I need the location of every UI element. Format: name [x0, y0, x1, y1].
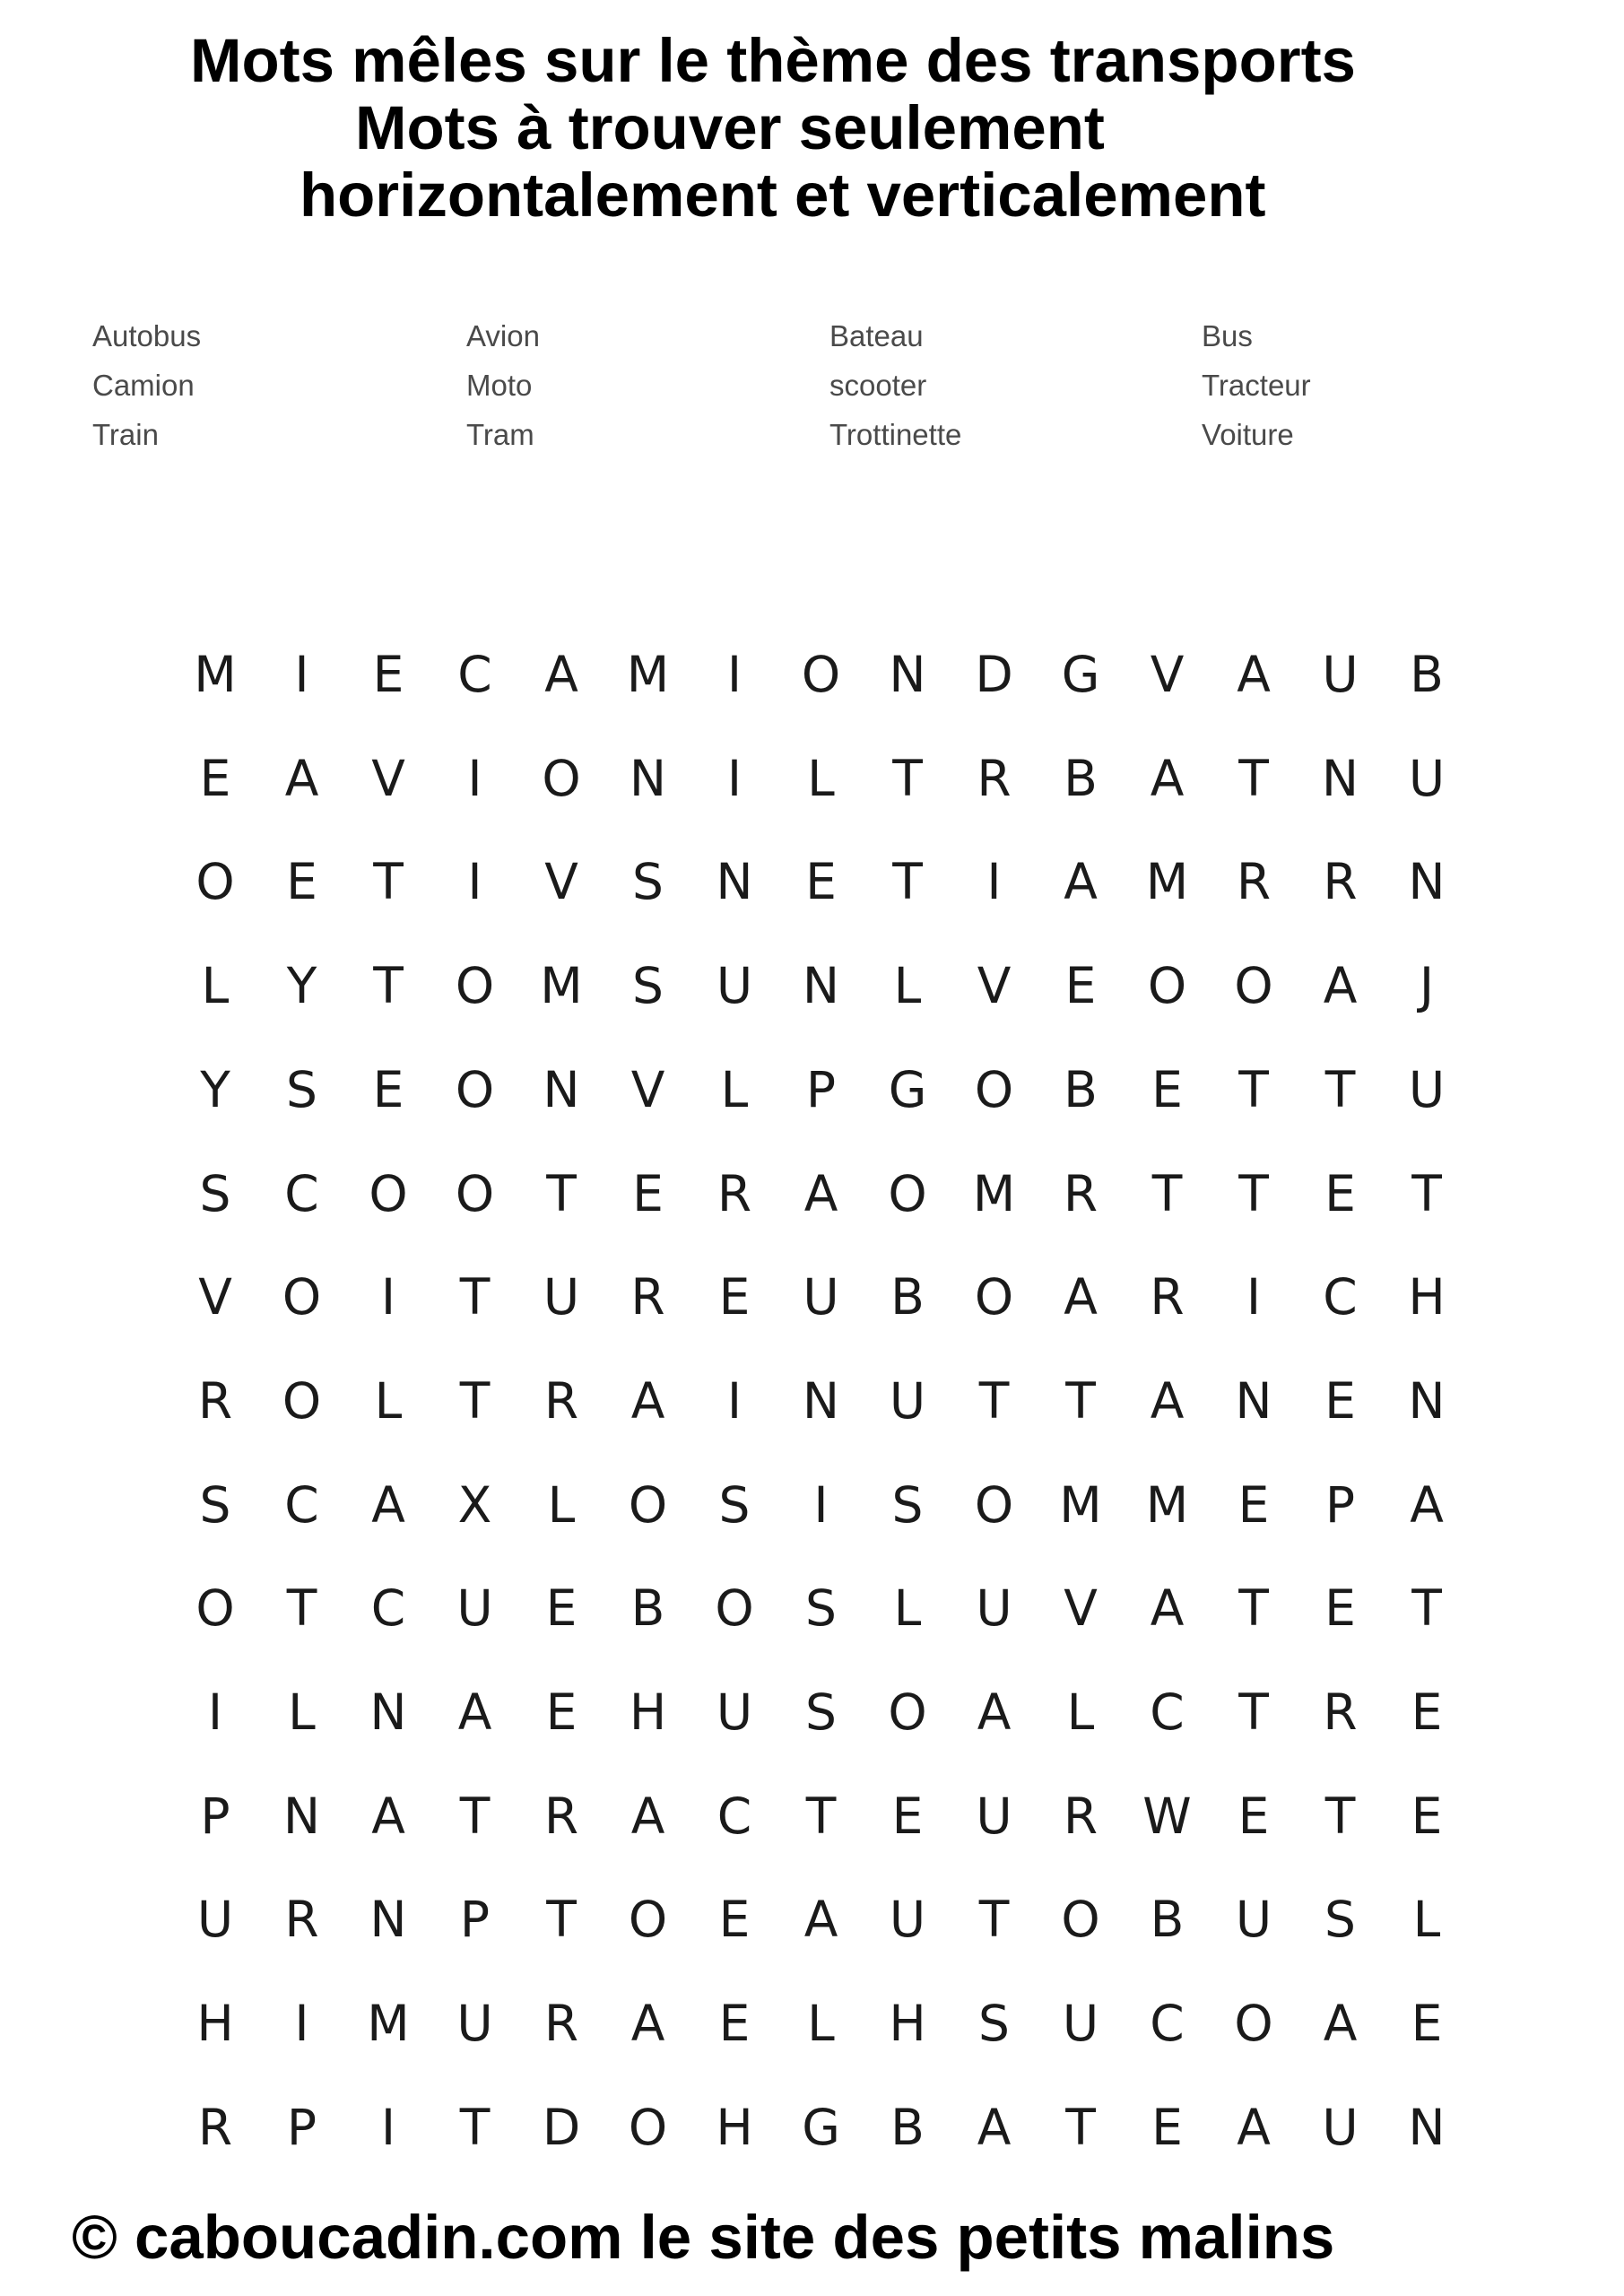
grid-letter[interactable]: H [196, 1995, 234, 2053]
grid-letter[interactable]: E [1238, 1475, 1270, 1534]
grid-letter[interactable]: S [1324, 1891, 1356, 1949]
grid-letter[interactable]: N [369, 1891, 407, 1949]
grid-letter[interactable]: U [716, 957, 753, 1015]
grid-letter[interactable]: A [630, 1995, 665, 2053]
grid-letter[interactable]: O [888, 1164, 927, 1222]
grid-letter[interactable]: Y [200, 1060, 230, 1118]
grid-letter[interactable]: L [893, 957, 922, 1015]
grid-letter[interactable]: T [805, 1787, 837, 1845]
grid-letter[interactable]: A [1237, 646, 1271, 703]
grid-letter[interactable]: R [977, 749, 1012, 807]
grid-letter[interactable]: N [1408, 2098, 1446, 2156]
grid-letter[interactable]: C [1323, 1268, 1358, 1326]
grid-letter[interactable]: V [1064, 1579, 1098, 1638]
grid-letter[interactable]: A [1064, 853, 1098, 911]
grid-letter[interactable]: O [1234, 1995, 1273, 2053]
grid-letter[interactable]: R [630, 1268, 665, 1326]
grid-letter[interactable]: A [977, 1683, 1012, 1741]
grid-letter[interactable]: O [195, 1579, 235, 1638]
grid-letter[interactable]: N [1408, 853, 1446, 911]
grid-letter[interactable]: I [1246, 1268, 1262, 1326]
grid-letter[interactable]: R [716, 1164, 752, 1222]
grid-letter[interactable]: O [628, 1891, 668, 1949]
grid-letter[interactable]: R [543, 1995, 579, 2053]
grid-letter[interactable]: L [201, 957, 230, 1015]
grid-letter[interactable]: A [457, 1683, 492, 1741]
grid-letter[interactable]: C [284, 1475, 319, 1534]
grid-letter[interactable]: B [1064, 749, 1098, 807]
grid-letter[interactable]: A [803, 1891, 838, 1949]
grid-letter[interactable]: D [542, 2098, 581, 2156]
grid-letter[interactable]: S [805, 1683, 837, 1741]
grid-letter[interactable]: M [1059, 1475, 1102, 1534]
grid-letter[interactable]: T [373, 853, 404, 911]
grid-letter[interactable]: W [1142, 1787, 1192, 1845]
grid-letter[interactable]: A [371, 1475, 405, 1534]
word-list-item: Bus [1202, 319, 1253, 352]
grid-letter[interactable]: T [1324, 1787, 1356, 1845]
grid-letter[interactable]: A [284, 749, 319, 807]
grid-letter[interactable]: A [630, 1371, 665, 1430]
grid-letter[interactable]: B [630, 1579, 665, 1638]
grid-letter[interactable]: L [374, 1371, 403, 1430]
word-list-item: Camion [92, 369, 195, 402]
grid-letter[interactable]: O [888, 1683, 927, 1741]
word-list-item: Trottinette [829, 418, 962, 451]
grid-letter[interactable]: T [1238, 749, 1269, 807]
grid-letter[interactable]: R [1063, 1787, 1099, 1845]
grid-letter[interactable]: L [1066, 1683, 1095, 1741]
grid-letter[interactable]: E [718, 1995, 751, 2053]
grid-letter[interactable]: O [455, 957, 495, 1015]
page-title-line-2: Mots à trouver seulement [355, 93, 1105, 162]
grid-letter[interactable]: T [1238, 1164, 1269, 1222]
grid-letter[interactable]: T [286, 1579, 317, 1638]
grid-letter[interactable]: A [1150, 1371, 1185, 1430]
grid-letter[interactable]: T [1411, 1579, 1442, 1638]
grid-letter[interactable]: P [200, 1787, 230, 1845]
grid-letter[interactable]: E [1238, 1787, 1270, 1845]
grid-letter[interactable]: O [282, 1371, 322, 1430]
grid-letter[interactable]: B [1410, 646, 1444, 703]
grid-letter[interactable]: U [456, 1579, 493, 1638]
grid-letter[interactable]: E [1411, 1683, 1443, 1741]
grid-letter[interactable]: I [467, 749, 482, 807]
word-list-item: Train [92, 418, 159, 451]
grid-letter[interactable]: R [1323, 1683, 1358, 1741]
grid-letter[interactable]: O [974, 1268, 1014, 1326]
grid-letter[interactable]: T [892, 749, 923, 807]
grid-letter[interactable]: B [890, 1268, 925, 1326]
grid-letter[interactable]: E [632, 1164, 664, 1222]
grid-letter[interactable]: I [380, 1268, 396, 1326]
grid-letter[interactable]: A [544, 646, 578, 703]
grid-letter[interactable]: S [891, 1475, 924, 1534]
grid-letter[interactable]: V [1150, 646, 1185, 703]
grid-letter[interactable]: O [1061, 1891, 1100, 1949]
grid-letter[interactable]: S [632, 957, 664, 1015]
grid-letter[interactable]: R [1236, 853, 1272, 911]
grid-letter[interactable]: T [459, 2098, 491, 2156]
word-list-item: Tracteur [1202, 369, 1311, 402]
grid-letter[interactable]: V [630, 1060, 665, 1118]
grid-letter[interactable]: L [807, 749, 835, 807]
grid-letter[interactable]: N [369, 1683, 407, 1741]
grid-letter[interactable]: T [1324, 1060, 1356, 1118]
grid-letter[interactable]: T [1065, 1371, 1096, 1430]
grid-letter[interactable]: A [630, 1787, 665, 1845]
grid-letter[interactable]: A [1150, 749, 1185, 807]
grid-letter[interactable]: E [718, 1268, 751, 1326]
grid-letter[interactable]: U [1408, 1060, 1446, 1118]
grid-letter[interactable]: E [1324, 1371, 1356, 1430]
word-list-item: Autobus [92, 319, 202, 352]
grid-letter[interactable]: U [716, 1683, 753, 1741]
grid-letter[interactable]: R [197, 1371, 233, 1430]
grid-letter[interactable]: V [198, 1268, 232, 1326]
grid-letter[interactable]: V [544, 853, 578, 911]
grid-letter[interactable]: L [547, 1475, 576, 1534]
grid-letter[interactable]: B [1064, 1060, 1098, 1118]
grid-letter[interactable]: E [1064, 957, 1097, 1015]
grid-letter[interactable]: T [1238, 1683, 1269, 1741]
page-title-line-1: Mots mêles sur le thème des transports [190, 26, 1356, 95]
grid-letter[interactable]: U [1322, 646, 1359, 703]
grid-letter[interactable]: B [1150, 1891, 1185, 1949]
grid-letter[interactable]: U [976, 1579, 1012, 1638]
grid-letter[interactable]: E [199, 749, 231, 807]
grid-letter[interactable]: S [199, 1475, 231, 1534]
grid-letter[interactable]: U [543, 1268, 580, 1326]
grid-letter[interactable]: N [282, 1787, 321, 1845]
grid-letter[interactable]: O [1147, 957, 1187, 1015]
grid-letter[interactable]: U [803, 1268, 839, 1326]
grid-letter[interactable]: M [194, 646, 237, 703]
grid-letter[interactable]: T [1238, 1060, 1269, 1118]
grid-letter[interactable]: T [459, 1787, 491, 1845]
grid-letter[interactable]: T [978, 1371, 1010, 1430]
grid-letter[interactable]: I [813, 1475, 829, 1534]
grid-letter[interactable]: P [805, 1060, 837, 1118]
grid-letter[interactable]: L [893, 1579, 922, 1638]
grid-letter[interactable]: U [1322, 2098, 1359, 2156]
grid-letter[interactable]: N [802, 957, 840, 1015]
grid-letter[interactable]: N [1321, 749, 1359, 807]
grid-letter[interactable]: G [1061, 646, 1100, 703]
grid-letter[interactable]: O [801, 646, 841, 703]
grid-letter[interactable]: I [726, 749, 743, 807]
grid-letter[interactable]: A [977, 2098, 1012, 2156]
grid-letter[interactable]: N [543, 1060, 580, 1118]
grid-letter[interactable]: V [977, 957, 1012, 1015]
grid-letter[interactable]: U [1235, 1891, 1272, 1949]
grid-letter[interactable]: A [1150, 1579, 1185, 1638]
word-list-item: Moto [466, 369, 533, 402]
grid-letter[interactable]: Y [286, 957, 317, 1015]
grid-letter[interactable]: I [294, 1995, 309, 2053]
grid-letter[interactable]: O [369, 1164, 408, 1222]
grid-letter[interactable]: U [889, 1891, 926, 1949]
grid-letter[interactable]: I [726, 646, 743, 703]
grid-letter[interactable]: R [1323, 853, 1358, 911]
grid-letter[interactable]: O [542, 749, 581, 807]
grid-letter[interactable]: O [628, 2098, 668, 2156]
grid-letter[interactable]: E [286, 853, 317, 911]
grid-letter[interactable]: S [632, 853, 664, 911]
grid-letter[interactable]: A [1410, 1475, 1444, 1534]
grid-letter[interactable]: T [459, 1371, 491, 1430]
grid-letter[interactable]: T [1238, 1579, 1269, 1638]
grid-letter[interactable]: N [629, 749, 667, 807]
grid-letter[interactable]: S [978, 1995, 1010, 2053]
grid-letter[interactable]: E [372, 1060, 404, 1118]
grid-letter[interactable]: B [890, 2098, 925, 2156]
grid-letter[interactable]: O [628, 1475, 668, 1534]
grid-letter[interactable]: O [974, 1475, 1014, 1534]
word-list-item: Voiture [1202, 418, 1294, 451]
grid-letter[interactable]: T [892, 853, 923, 911]
grid-letter[interactable]: A [1323, 957, 1358, 1015]
grid-letter[interactable]: I [467, 853, 482, 911]
grid-letter[interactable]: M [367, 1995, 410, 2053]
grid-letter[interactable]: S [199, 1164, 231, 1222]
grid-letter[interactable]: T [1065, 2098, 1096, 2156]
grid-letter[interactable]: C [1150, 1995, 1185, 2053]
grid-letter[interactable]: P [459, 1891, 491, 1949]
grid-letter[interactable]: M [540, 957, 583, 1015]
grid-letter[interactable]: U [1408, 749, 1446, 807]
grid-letter[interactable]: O [195, 853, 235, 911]
grid-letter[interactable]: G [802, 2098, 840, 2156]
grid-letter[interactable]: R [1063, 1164, 1099, 1222]
grid-letter[interactable]: C [1150, 1683, 1185, 1741]
grid-letter[interactable]: E [805, 853, 837, 911]
grid-letter[interactable]: T [1411, 1164, 1442, 1222]
grid-letter[interactable]: I [380, 2098, 396, 2156]
word-list-item: Bateau [829, 319, 924, 352]
grid-letter[interactable]: L [807, 1995, 835, 2053]
grid-letter[interactable]: L [720, 1060, 749, 1118]
grid-letter[interactable]: U [1062, 1995, 1099, 2053]
grid-letter[interactable]: J [1419, 957, 1435, 1015]
footer-credit: © caboucadin.com le site des petits malins [72, 2203, 1335, 2272]
grid-letter[interactable]: N [802, 1371, 840, 1430]
grid-letter[interactable]: M [626, 646, 670, 703]
word-list-item: Avion [466, 319, 540, 352]
grid-letter[interactable]: U [889, 1371, 926, 1430]
grid-letter[interactable]: A [1237, 2098, 1271, 2156]
grid-letter[interactable]: A [371, 1787, 405, 1845]
grid-letter[interactable]: E [1324, 1164, 1356, 1222]
grid-letter[interactable]: C [716, 1787, 752, 1845]
grid-letter[interactable]: M [1145, 853, 1189, 911]
grid-letter[interactable]: U [196, 1891, 234, 1949]
grid-letter[interactable]: E [1151, 2098, 1183, 2156]
page-title-line-3: horizontalement et verticalement [300, 161, 1266, 230]
grid-letter[interactable]: X [457, 1475, 492, 1534]
grid-letter[interactable]: I [986, 853, 1002, 911]
grid-letter[interactable]: O [455, 1164, 495, 1222]
grid-letter[interactable]: I [294, 646, 309, 703]
grid-letter[interactable]: S [718, 1475, 751, 1534]
grid-letter[interactable]: E [1411, 1995, 1443, 2053]
word-list-item: scooter [829, 369, 927, 402]
grid-letter[interactable]: E [1324, 1579, 1356, 1638]
grid-letter[interactable]: I [207, 1683, 223, 1741]
grid-letter[interactable]: A [803, 1164, 838, 1222]
grid-letter[interactable]: E [718, 1891, 751, 1949]
grid-letter[interactable]: G [888, 1060, 927, 1118]
grid-letter[interactable]: R [197, 2098, 233, 2156]
grid-letter[interactable]: E [891, 1787, 924, 1845]
grid-letter[interactable]: V [371, 749, 405, 807]
grid-letter[interactable]: P [1324, 1475, 1356, 1534]
grid-letter[interactable]: R [1150, 1268, 1185, 1326]
grid-letter[interactable]: A [1323, 1995, 1358, 2053]
grid-letter[interactable]: N [1408, 1371, 1446, 1430]
grid-letter[interactable]: R [543, 1787, 579, 1845]
grid-letter[interactable]: R [284, 1891, 319, 1949]
grid-letter[interactable]: E [372, 646, 404, 703]
grid-letter[interactable]: M [1145, 1475, 1189, 1534]
grid-letter[interactable]: P [286, 2098, 317, 2156]
grid-letter[interactable]: U [976, 1787, 1012, 1845]
grid-letter[interactable]: N [1235, 1371, 1272, 1430]
grid-letter[interactable]: M [972, 1164, 1016, 1222]
grid-letter[interactable]: T [978, 1891, 1010, 1949]
grid-letter[interactable]: O [715, 1579, 754, 1638]
grid-letter[interactable]: E [545, 1579, 578, 1638]
grid-letter[interactable]: H [1408, 1268, 1446, 1326]
grid-letter[interactable]: T [373, 957, 404, 1015]
grid-letter[interactable]: L [1412, 1891, 1441, 1949]
grid-letter[interactable]: D [975, 646, 1013, 703]
word-list-item: Tram [466, 418, 534, 451]
grid-letter[interactable]: L [288, 1683, 316, 1741]
grid-letter[interactable]: O [974, 1060, 1014, 1118]
grid-letter[interactable]: O [455, 1060, 495, 1118]
grid-letter[interactable]: N [716, 853, 753, 911]
grid-letter[interactable]: R [543, 1371, 579, 1430]
grid-letter[interactable]: C [370, 1579, 406, 1638]
grid-letter[interactable]: U [456, 1995, 493, 2053]
grid-letter[interactable]: C [457, 646, 492, 703]
grid-letter[interactable]: O [1234, 957, 1273, 1015]
grid-letter[interactable]: T [546, 1891, 577, 1949]
grid-letter[interactable]: T [1151, 1164, 1183, 1222]
grid-letter[interactable]: E [545, 1683, 578, 1741]
grid-letter[interactable]: T [459, 1268, 491, 1326]
grid-letter[interactable]: H [629, 1683, 667, 1741]
grid-letter[interactable]: O [282, 1268, 322, 1326]
grid-letter[interactable]: I [726, 1371, 743, 1430]
grid-letter[interactable]: H [716, 2098, 753, 2156]
grid-letter[interactable]: C [284, 1164, 319, 1222]
grid-letter[interactable]: E [1411, 1787, 1443, 1845]
grid-letter[interactable]: S [286, 1060, 317, 1118]
grid-letter[interactable]: E [1151, 1060, 1183, 1118]
grid-letter[interactable]: S [805, 1579, 837, 1638]
grid-letter[interactable]: N [889, 646, 926, 703]
grid-letter[interactable]: H [889, 1995, 926, 2053]
grid-letter[interactable]: A [1064, 1268, 1098, 1326]
grid-letter[interactable]: T [546, 1164, 577, 1222]
